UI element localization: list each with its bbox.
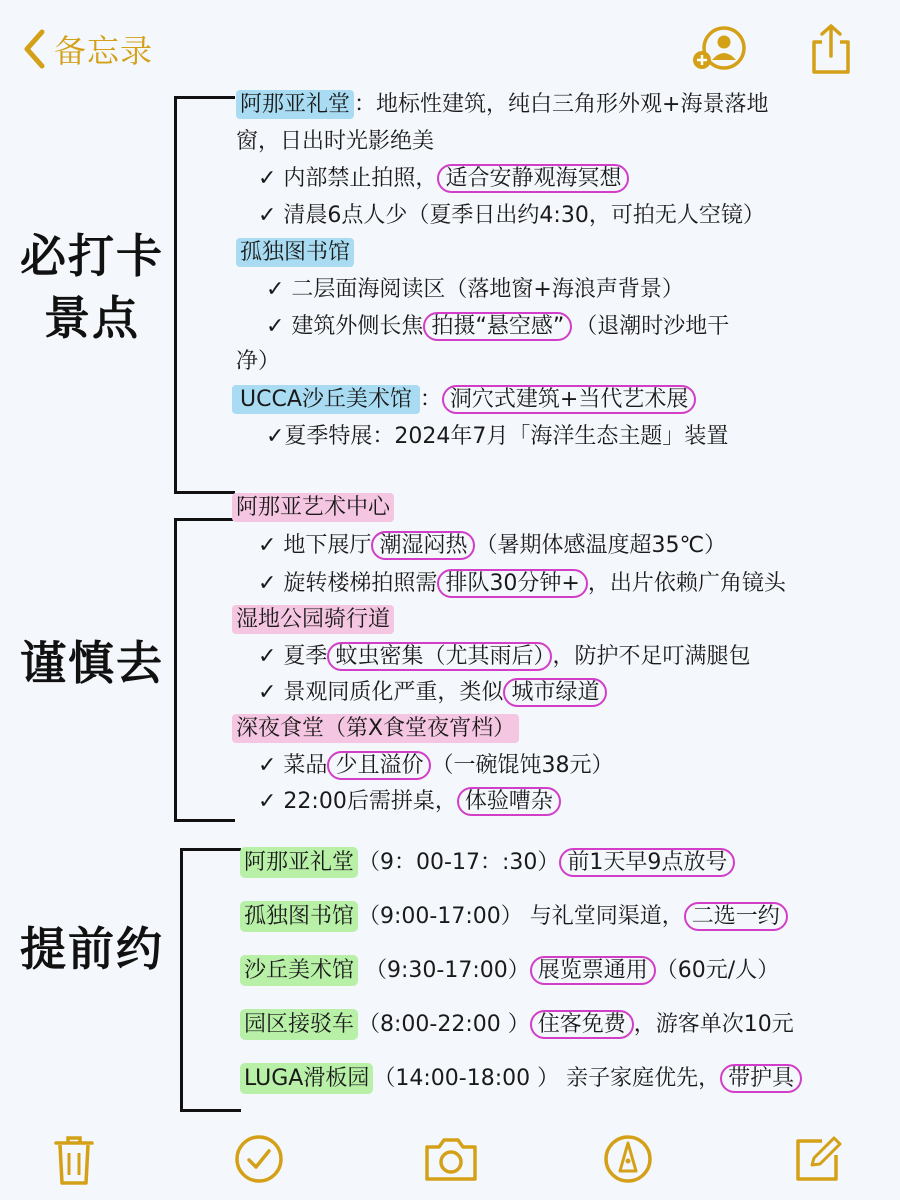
top-bar xyxy=(0,0,900,95)
share-icon[interactable] xyxy=(808,22,854,80)
list-item xyxy=(240,1062,802,1096)
add-person-icon[interactable] xyxy=(690,22,748,78)
circled-text: 住客免费 xyxy=(530,1010,634,1039)
circled-text: 潮湿闷热 xyxy=(371,531,475,560)
list-item xyxy=(266,310,729,344)
time-text: （9:00-17:00） 与礼堂同渠道， xyxy=(358,904,684,929)
list-item xyxy=(236,236,354,270)
section-title-text: 谨慎去 xyxy=(20,636,164,690)
bullet-text: （一碗馄饨38元） xyxy=(431,753,614,778)
bullet-text: ✓ 二层面海阅读区（落地窗+海浪声背景） xyxy=(266,277,684,302)
bullet-text: ✓ 菜品 xyxy=(258,753,328,778)
bullet-text: ✓ 地下展厅 xyxy=(258,533,372,558)
section-title-caution xyxy=(12,632,172,694)
section-title-text: 提前约 xyxy=(20,922,164,976)
circled-text: 带护具 xyxy=(720,1064,802,1093)
list-item xyxy=(258,676,607,710)
bullet-text: ✓ 夏季 xyxy=(258,644,328,669)
circled-text: 排队30分钟+ xyxy=(437,569,587,598)
section-title-line2: 景点 xyxy=(44,291,140,345)
list-item xyxy=(258,199,765,233)
circled-text: 少且溢价 xyxy=(327,751,431,780)
time-text: （8:00-22:00 ） xyxy=(358,1012,530,1037)
compose-icon[interactable] xyxy=(792,1133,844,1189)
time-text: （14:00-18:00 ） 亲子家庭优先， xyxy=(373,1066,721,1091)
bracket-reserve xyxy=(180,848,241,1112)
back-label: 备忘录 xyxy=(54,32,154,70)
circled-text: 拍摄“悬空感” xyxy=(423,312,572,341)
bullet-text: 净） xyxy=(236,349,281,374)
circled-text: 展览票通用 xyxy=(530,956,656,985)
list-item xyxy=(258,162,629,196)
section-title-line1: 必打卡 xyxy=(20,229,164,283)
bullet-text: ✓ 建筑外侧长焦 xyxy=(266,314,424,339)
place-desc: ：地标性建筑，纯白三角形外观+海景落地 xyxy=(354,92,769,117)
bullet-text: ，出片依赖广角镜头 xyxy=(587,571,786,596)
list-item xyxy=(232,603,394,637)
list-item xyxy=(266,420,728,454)
camera-icon[interactable] xyxy=(422,1133,480,1189)
bullet-text: ✓ 景观同质化严重，类似 xyxy=(258,680,504,705)
list-item xyxy=(240,846,735,880)
place-name: 阿那亚礼堂 xyxy=(236,90,354,119)
bullet-text: ✓ 旋转楼梯拍照需 xyxy=(258,571,438,596)
bullet-text: ✓ 清晨6点人少（夏季日出约4:30，可拍无人空镜） xyxy=(258,203,765,228)
list-item xyxy=(258,529,726,563)
section-title-must-visit xyxy=(12,225,172,349)
place-name: 湿地公园骑行道 xyxy=(232,605,394,634)
place-name: 孤独图书馆 xyxy=(240,901,358,932)
list-item xyxy=(258,785,561,819)
circled-text: 蚊虫密集（尤其雨后） xyxy=(327,642,552,671)
list-item xyxy=(258,567,786,601)
list-item xyxy=(232,712,519,746)
bullet-text: ✓ 内部禁止拍照， xyxy=(258,166,438,191)
pen-markup-icon[interactable] xyxy=(602,1133,654,1189)
circled-text: 体验嘈杂 xyxy=(457,787,561,816)
bullet-text: ，防护不足叮满腿包 xyxy=(552,644,751,669)
place-name: UCCA沙丘美术馆 xyxy=(232,385,420,414)
place-desc: 窗，日出时光影绝美 xyxy=(236,129,435,154)
bracket-must-visit xyxy=(174,96,235,494)
time-text: ，游客单次10元 xyxy=(633,1012,794,1037)
time-text: （9:30-17:00） xyxy=(358,958,530,983)
checklist-icon[interactable] xyxy=(233,1133,285,1189)
time-text: （60元/人） xyxy=(655,958,780,983)
chevron-left-icon xyxy=(22,28,48,70)
list-item xyxy=(240,1008,794,1042)
circled-text: 二选一约 xyxy=(684,902,788,931)
back-button[interactable] xyxy=(22,26,153,72)
place-desc: ： xyxy=(419,387,442,412)
time-text: （9：00-17：:30） xyxy=(358,850,560,875)
place-name: 沙丘美术馆 xyxy=(240,955,358,986)
list-item xyxy=(232,491,394,525)
list-item xyxy=(236,345,280,379)
trash-icon[interactable] xyxy=(52,1133,96,1193)
bullet-text: ✓夏季特展：2024年7月「海洋生态主题」装置 xyxy=(266,424,729,449)
list-item xyxy=(266,273,684,307)
circled-text: 洞穴式建筑+当代艺术展 xyxy=(442,385,696,414)
place-name: 孤独图书馆 xyxy=(236,238,354,267)
circled-text: 城市绿道 xyxy=(503,678,607,707)
list-item xyxy=(258,749,613,783)
place-name: 阿那亚艺术中心 xyxy=(232,493,394,522)
list-item xyxy=(240,954,779,988)
section-title-reserve xyxy=(12,918,172,980)
bracket-caution xyxy=(174,518,235,822)
place-name: LUGA滑板园 xyxy=(240,1063,373,1094)
place-name: 园区接驳车 xyxy=(240,1009,358,1040)
place-name: 阿那亚礼堂 xyxy=(240,847,358,878)
bottom-toolbar xyxy=(0,1125,900,1200)
bullet-text: （退潮时沙地干 xyxy=(586,314,730,339)
bullet-text: （暑期体感温度超35℃） xyxy=(475,533,727,558)
list-item xyxy=(236,125,434,159)
bullet-text: ✓ 22:00后需拼桌， xyxy=(258,789,457,814)
list-item xyxy=(240,900,788,934)
list-item xyxy=(258,640,750,674)
place-name: 深夜食堂（第X食堂夜宵档） xyxy=(232,714,519,743)
list-item xyxy=(232,383,696,417)
list-item xyxy=(236,88,768,122)
circled-text: 适合安静观海冥想 xyxy=(437,164,629,193)
circled-text: 前1天早9点放号 xyxy=(559,848,735,877)
